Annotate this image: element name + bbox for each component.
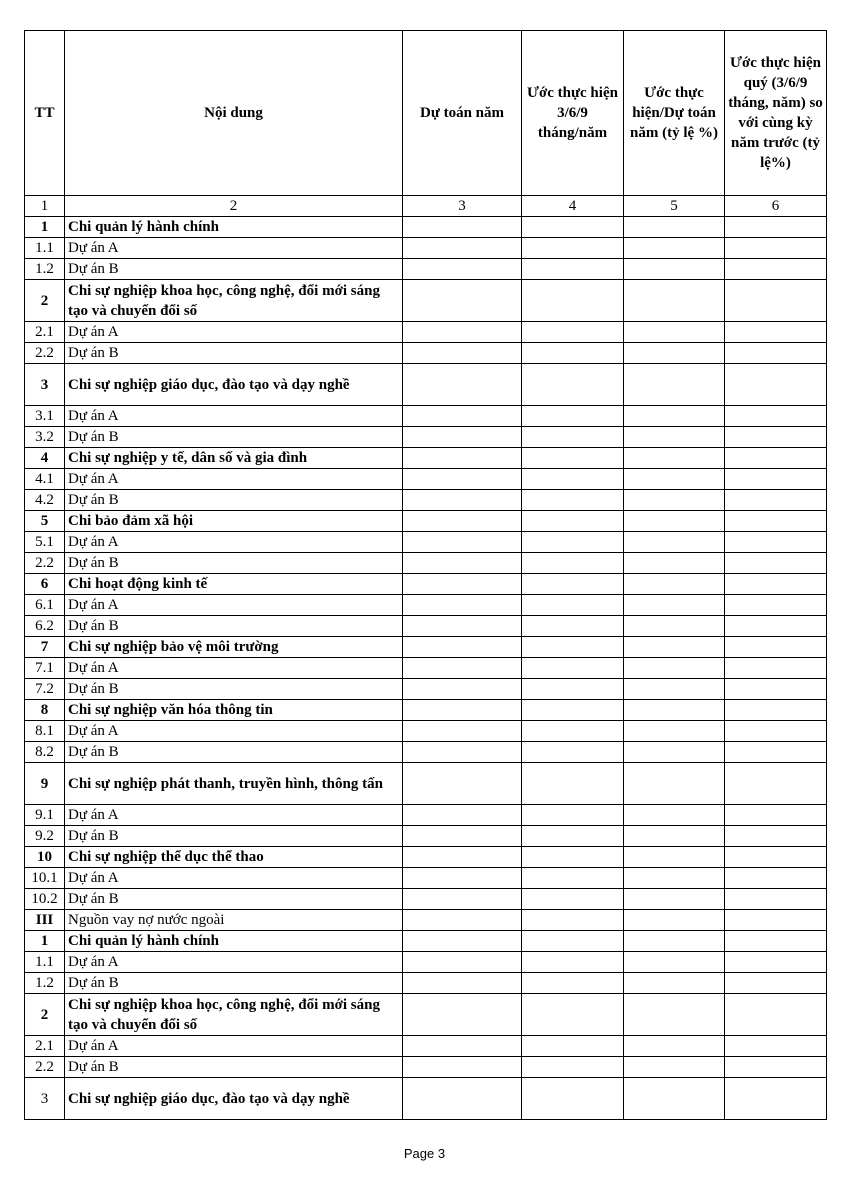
row-number: 2 bbox=[25, 280, 65, 322]
row-content: Dự án B bbox=[65, 259, 403, 280]
annual-estimate-cell bbox=[403, 511, 522, 532]
execution-ratio-cell bbox=[624, 700, 725, 721]
estimated-execution-cell bbox=[522, 511, 624, 532]
header-content: Nội dung bbox=[65, 31, 403, 196]
annual-estimate-cell bbox=[403, 616, 522, 637]
execution-ratio-cell bbox=[624, 763, 725, 805]
row-number: 9.2 bbox=[25, 826, 65, 847]
yoy-ratio-cell bbox=[725, 532, 827, 553]
annual-estimate-cell bbox=[403, 280, 522, 322]
table-row bbox=[25, 322, 827, 343]
yoy-ratio-cell bbox=[725, 217, 827, 238]
table-row bbox=[25, 658, 827, 679]
yoy-ratio-cell bbox=[725, 931, 827, 952]
estimated-execution-cell bbox=[522, 952, 624, 973]
row-content: Dự án B bbox=[65, 679, 403, 700]
execution-ratio-cell bbox=[624, 1078, 725, 1120]
yoy-ratio-cell bbox=[725, 364, 827, 406]
annual-estimate-cell bbox=[403, 427, 522, 448]
yoy-ratio-cell bbox=[725, 847, 827, 868]
execution-ratio-cell bbox=[624, 406, 725, 427]
estimated-execution-cell bbox=[522, 532, 624, 553]
table-row bbox=[25, 238, 827, 259]
execution-ratio-cell bbox=[624, 868, 725, 889]
row-number: 4 bbox=[25, 448, 65, 469]
estimated-execution-cell bbox=[522, 931, 624, 952]
estimated-execution-cell bbox=[522, 574, 624, 595]
execution-ratio-cell bbox=[624, 1057, 725, 1078]
estimated-execution-cell bbox=[522, 637, 624, 658]
annual-estimate-cell bbox=[403, 1036, 522, 1057]
row-content: Dự án A bbox=[65, 322, 403, 343]
annual-estimate-cell bbox=[403, 658, 522, 679]
annual-estimate-cell bbox=[403, 994, 522, 1036]
table-row bbox=[25, 1078, 827, 1120]
yoy-ratio-cell bbox=[725, 1036, 827, 1057]
row-content: Chi hoạt động kinh tế bbox=[65, 574, 403, 595]
table-row bbox=[25, 406, 827, 427]
estimated-execution-cell bbox=[522, 238, 624, 259]
table-row bbox=[25, 910, 827, 931]
estimated-execution-cell bbox=[522, 889, 624, 910]
row-number: 8.2 bbox=[25, 742, 65, 763]
table-row bbox=[25, 889, 827, 910]
row-content: Dự án A bbox=[65, 658, 403, 679]
execution-ratio-cell bbox=[624, 553, 725, 574]
row-number: 10.2 bbox=[25, 889, 65, 910]
table-row bbox=[25, 952, 827, 973]
row-content: Chi quản lý hành chính bbox=[65, 931, 403, 952]
row-number: 3.2 bbox=[25, 427, 65, 448]
row-content: Nguồn vay nợ nước ngoài bbox=[65, 910, 403, 931]
execution-ratio-cell bbox=[624, 427, 725, 448]
row-number: 7.2 bbox=[25, 679, 65, 700]
row-content: Dự án B bbox=[65, 343, 403, 364]
yoy-ratio-cell bbox=[725, 679, 827, 700]
row-content: Dự án A bbox=[65, 721, 403, 742]
estimated-execution-cell bbox=[522, 280, 624, 322]
row-number: 8.1 bbox=[25, 721, 65, 742]
row-number: 1.2 bbox=[25, 259, 65, 280]
estimated-execution-cell bbox=[522, 322, 624, 343]
column-number: 5 bbox=[624, 196, 725, 217]
row-content: Chi sự nghiệp thể dục thể thao bbox=[65, 847, 403, 868]
row-content: Dự án B bbox=[65, 427, 403, 448]
table-row bbox=[25, 679, 827, 700]
table-row bbox=[25, 721, 827, 742]
execution-ratio-cell bbox=[624, 574, 725, 595]
estimated-execution-cell bbox=[522, 868, 624, 889]
row-number: 3 bbox=[25, 364, 65, 406]
yoy-ratio-cell bbox=[725, 805, 827, 826]
annual-estimate-cell bbox=[403, 259, 522, 280]
row-content: Chi sự nghiệp bảo vệ môi trường bbox=[65, 637, 403, 658]
row-number: 10 bbox=[25, 847, 65, 868]
row-number: 2.2 bbox=[25, 553, 65, 574]
estimated-execution-cell bbox=[522, 490, 624, 511]
table-row bbox=[25, 259, 827, 280]
estimated-execution-cell bbox=[522, 994, 624, 1036]
column-number: 6 bbox=[725, 196, 827, 217]
annual-estimate-cell bbox=[403, 826, 522, 847]
execution-ratio-cell bbox=[624, 637, 725, 658]
row-number: 7.1 bbox=[25, 658, 65, 679]
table-row bbox=[25, 826, 827, 847]
execution-ratio-cell bbox=[624, 595, 725, 616]
annual-estimate-cell bbox=[403, 532, 522, 553]
budget-table bbox=[24, 30, 827, 1120]
row-content: Chi sự nghiệp y tế, dân số và gia đình bbox=[65, 448, 403, 469]
execution-ratio-cell bbox=[624, 889, 725, 910]
yoy-ratio-cell bbox=[725, 952, 827, 973]
page-number: Page 3 bbox=[403, 1146, 446, 1161]
table-row bbox=[25, 868, 827, 889]
execution-ratio-cell bbox=[624, 532, 725, 553]
row-number: 6.1 bbox=[25, 595, 65, 616]
estimated-execution-cell bbox=[522, 658, 624, 679]
row-number: 1.1 bbox=[25, 238, 65, 259]
row-content: Dự án A bbox=[65, 595, 403, 616]
estimated-execution-cell bbox=[522, 805, 624, 826]
execution-ratio-cell bbox=[624, 658, 725, 679]
yoy-ratio-cell bbox=[725, 238, 827, 259]
table-row bbox=[25, 1057, 827, 1078]
execution-ratio-cell bbox=[624, 364, 725, 406]
column-number: 4 bbox=[522, 196, 624, 217]
row-number: 1.2 bbox=[25, 973, 65, 994]
header-row bbox=[25, 31, 827, 196]
table-row bbox=[25, 742, 827, 763]
row-number: 6 bbox=[25, 574, 65, 595]
annual-estimate-cell bbox=[403, 553, 522, 574]
yoy-ratio-cell bbox=[725, 763, 827, 805]
row-content: Dự án A bbox=[65, 868, 403, 889]
execution-ratio-cell bbox=[624, 343, 725, 364]
row-content: Dự án B bbox=[65, 616, 403, 637]
table-row bbox=[25, 637, 827, 658]
execution-ratio-cell bbox=[624, 1036, 725, 1057]
estimated-execution-cell bbox=[522, 742, 624, 763]
annual-estimate-cell bbox=[403, 973, 522, 994]
row-content: Dự án A bbox=[65, 469, 403, 490]
row-number: 3 bbox=[25, 1078, 65, 1120]
row-content: Chi quản lý hành chính bbox=[65, 217, 403, 238]
execution-ratio-cell bbox=[624, 973, 725, 994]
annual-estimate-cell bbox=[403, 763, 522, 805]
annual-estimate-cell bbox=[403, 868, 522, 889]
estimated-execution-cell bbox=[522, 1057, 624, 1078]
table-row bbox=[25, 994, 827, 1036]
table-row bbox=[25, 427, 827, 448]
table-row bbox=[25, 700, 827, 721]
yoy-ratio-cell bbox=[725, 427, 827, 448]
annual-estimate-cell bbox=[403, 889, 522, 910]
annual-estimate-cell bbox=[403, 910, 522, 931]
table-row bbox=[25, 553, 827, 574]
row-content: Dự án A bbox=[65, 805, 403, 826]
execution-ratio-cell bbox=[624, 322, 725, 343]
row-content: Dự án B bbox=[65, 490, 403, 511]
table-row bbox=[25, 490, 827, 511]
estimated-execution-cell bbox=[522, 553, 624, 574]
annual-estimate-cell bbox=[403, 931, 522, 952]
execution-ratio-cell bbox=[624, 511, 725, 532]
annual-estimate-cell bbox=[403, 847, 522, 868]
header-annual-estimate: Dự toán năm bbox=[403, 31, 522, 196]
row-number: 3.1 bbox=[25, 406, 65, 427]
row-content: Dự án A bbox=[65, 238, 403, 259]
estimated-execution-cell bbox=[522, 679, 624, 700]
execution-ratio-cell bbox=[624, 721, 725, 742]
annual-estimate-cell bbox=[403, 637, 522, 658]
execution-ratio-cell bbox=[624, 952, 725, 973]
row-content: Dự án B bbox=[65, 889, 403, 910]
yoy-ratio-cell bbox=[725, 595, 827, 616]
table-row bbox=[25, 469, 827, 490]
yoy-ratio-cell bbox=[725, 826, 827, 847]
annual-estimate-cell bbox=[403, 574, 522, 595]
execution-ratio-cell bbox=[624, 931, 725, 952]
yoy-ratio-cell bbox=[725, 490, 827, 511]
row-content: Dự án B bbox=[65, 1057, 403, 1078]
table-row bbox=[25, 217, 827, 238]
yoy-ratio-cell bbox=[725, 574, 827, 595]
yoy-ratio-cell bbox=[725, 469, 827, 490]
estimated-execution-cell bbox=[522, 910, 624, 931]
annual-estimate-cell bbox=[403, 700, 522, 721]
execution-ratio-cell bbox=[624, 280, 725, 322]
row-number: 1.1 bbox=[25, 952, 65, 973]
yoy-ratio-cell bbox=[725, 868, 827, 889]
execution-ratio-cell bbox=[624, 238, 725, 259]
execution-ratio-cell bbox=[624, 826, 725, 847]
row-number: 1 bbox=[25, 931, 65, 952]
execution-ratio-cell bbox=[624, 679, 725, 700]
annual-estimate-cell bbox=[403, 343, 522, 364]
table-row bbox=[25, 805, 827, 826]
yoy-ratio-cell bbox=[725, 448, 827, 469]
execution-ratio-cell bbox=[624, 469, 725, 490]
yoy-ratio-cell bbox=[725, 721, 827, 742]
annual-estimate-cell bbox=[403, 490, 522, 511]
row-content: Dự án A bbox=[65, 532, 403, 553]
row-content: Dự án A bbox=[65, 1036, 403, 1057]
row-number: 9.1 bbox=[25, 805, 65, 826]
table-row bbox=[25, 763, 827, 805]
annual-estimate-cell bbox=[403, 448, 522, 469]
estimated-execution-cell bbox=[522, 1036, 624, 1057]
annual-estimate-cell bbox=[403, 721, 522, 742]
row-number: 1 bbox=[25, 217, 65, 238]
estimated-execution-cell bbox=[522, 406, 624, 427]
row-number: 2.1 bbox=[25, 1036, 65, 1057]
header-yoy-ratio: Ước thực hiện quý (3/6/9 tháng, năm) so với cùng kỳ năm trước (tỷ lệ%) bbox=[725, 31, 827, 196]
table-row bbox=[25, 280, 827, 322]
yoy-ratio-cell bbox=[725, 637, 827, 658]
estimated-execution-cell bbox=[522, 1078, 624, 1120]
table-row bbox=[25, 511, 827, 532]
annual-estimate-cell bbox=[403, 805, 522, 826]
yoy-ratio-cell bbox=[725, 511, 827, 532]
table-row bbox=[25, 343, 827, 364]
annual-estimate-cell bbox=[403, 364, 522, 406]
row-number: 7 bbox=[25, 637, 65, 658]
row-content: Chi sự nghiệp giáo dục, đào tạo và dạy nghề bbox=[65, 364, 403, 406]
row-number: 2.1 bbox=[25, 322, 65, 343]
row-content: Chi sự nghiệp khoa học, công nghệ, đổi mới sáng tạo và chuyển đổi số bbox=[65, 994, 403, 1036]
yoy-ratio-cell bbox=[725, 406, 827, 427]
annual-estimate-cell bbox=[403, 1057, 522, 1078]
annual-estimate-cell bbox=[403, 952, 522, 973]
row-number: 2.2 bbox=[25, 1057, 65, 1078]
row-content: Dự án A bbox=[65, 952, 403, 973]
table-row bbox=[25, 532, 827, 553]
row-content: Dự án B bbox=[65, 742, 403, 763]
estimated-execution-cell bbox=[522, 343, 624, 364]
row-number: 10.1 bbox=[25, 868, 65, 889]
annual-estimate-cell bbox=[403, 322, 522, 343]
row-content: Chi sự nghiệp phát thanh, truyền hình, thông tấn bbox=[65, 763, 403, 805]
column-number: 3 bbox=[403, 196, 522, 217]
row-content: Chi sự nghiệp khoa học, công nghệ, đổi mới sáng tạo và chuyển đổi số bbox=[65, 280, 403, 322]
estimated-execution-cell bbox=[522, 700, 624, 721]
yoy-ratio-cell bbox=[725, 658, 827, 679]
execution-ratio-cell bbox=[624, 616, 725, 637]
row-content: Dự án B bbox=[65, 553, 403, 574]
header-tt: TT bbox=[25, 31, 65, 196]
row-number: 2.2 bbox=[25, 343, 65, 364]
yoy-ratio-cell bbox=[725, 616, 827, 637]
execution-ratio-cell bbox=[624, 805, 725, 826]
row-number: 8 bbox=[25, 700, 65, 721]
column-number: 2 bbox=[65, 196, 403, 217]
table-row bbox=[25, 931, 827, 952]
annual-estimate-cell bbox=[403, 742, 522, 763]
execution-ratio-cell bbox=[624, 847, 725, 868]
execution-ratio-cell bbox=[624, 994, 725, 1036]
yoy-ratio-cell bbox=[725, 910, 827, 931]
yoy-ratio-cell bbox=[725, 553, 827, 574]
estimated-execution-cell bbox=[522, 427, 624, 448]
yoy-ratio-cell bbox=[725, 322, 827, 343]
row-content: Chi sự nghiệp văn hóa thông tin bbox=[65, 700, 403, 721]
table-row bbox=[25, 1036, 827, 1057]
estimated-execution-cell bbox=[522, 826, 624, 847]
execution-ratio-cell bbox=[624, 217, 725, 238]
table-row bbox=[25, 364, 827, 406]
estimated-execution-cell bbox=[522, 448, 624, 469]
row-content: Dự án B bbox=[65, 826, 403, 847]
yoy-ratio-cell bbox=[725, 973, 827, 994]
annual-estimate-cell bbox=[403, 469, 522, 490]
row-number: 4.1 bbox=[25, 469, 65, 490]
row-number: 4.2 bbox=[25, 490, 65, 511]
column-number: 1 bbox=[25, 196, 65, 217]
yoy-ratio-cell bbox=[725, 1078, 827, 1120]
row-number: 5 bbox=[25, 511, 65, 532]
execution-ratio-cell bbox=[624, 259, 725, 280]
header-estimated-execution: Ước thực hiện 3/6/9 tháng/năm bbox=[522, 31, 624, 196]
execution-ratio-cell bbox=[624, 910, 725, 931]
estimated-execution-cell bbox=[522, 259, 624, 280]
execution-ratio-cell bbox=[624, 490, 725, 511]
estimated-execution-cell bbox=[522, 721, 624, 742]
row-number: 5.1 bbox=[25, 532, 65, 553]
row-content: Chi sự nghiệp giáo dục, đào tạo và dạy nghề bbox=[65, 1078, 403, 1120]
estimated-execution-cell bbox=[522, 616, 624, 637]
estimated-execution-cell bbox=[522, 364, 624, 406]
yoy-ratio-cell bbox=[725, 259, 827, 280]
header-execution-ratio: Ước thực hiện/Dự toán năm (tỷ lệ %) bbox=[624, 31, 725, 196]
yoy-ratio-cell bbox=[725, 889, 827, 910]
row-content: Chi bảo đảm xã hội bbox=[65, 511, 403, 532]
estimated-execution-cell bbox=[522, 469, 624, 490]
annual-estimate-cell bbox=[403, 217, 522, 238]
table-row bbox=[25, 616, 827, 637]
yoy-ratio-cell bbox=[725, 742, 827, 763]
table-row bbox=[25, 448, 827, 469]
row-number: 2 bbox=[25, 994, 65, 1036]
estimated-execution-cell bbox=[522, 763, 624, 805]
row-content: Dự án A bbox=[65, 406, 403, 427]
estimated-execution-cell bbox=[522, 973, 624, 994]
table-row bbox=[25, 847, 827, 868]
yoy-ratio-cell bbox=[725, 343, 827, 364]
table-row bbox=[25, 595, 827, 616]
table-row bbox=[25, 574, 827, 595]
estimated-execution-cell bbox=[522, 847, 624, 868]
execution-ratio-cell bbox=[624, 448, 725, 469]
annual-estimate-cell bbox=[403, 1078, 522, 1120]
column-number-row bbox=[25, 196, 827, 217]
table-row bbox=[25, 973, 827, 994]
yoy-ratio-cell bbox=[725, 280, 827, 322]
annual-estimate-cell bbox=[403, 406, 522, 427]
row-number: 9 bbox=[25, 763, 65, 805]
execution-ratio-cell bbox=[624, 742, 725, 763]
annual-estimate-cell bbox=[403, 595, 522, 616]
yoy-ratio-cell bbox=[725, 994, 827, 1036]
yoy-ratio-cell bbox=[725, 700, 827, 721]
estimated-execution-cell bbox=[522, 217, 624, 238]
estimated-execution-cell bbox=[522, 595, 624, 616]
row-number: III bbox=[25, 910, 65, 931]
annual-estimate-cell bbox=[403, 238, 522, 259]
row-number: 6.2 bbox=[25, 616, 65, 637]
annual-estimate-cell bbox=[403, 679, 522, 700]
row-content: Dự án B bbox=[65, 973, 403, 994]
yoy-ratio-cell bbox=[725, 1057, 827, 1078]
